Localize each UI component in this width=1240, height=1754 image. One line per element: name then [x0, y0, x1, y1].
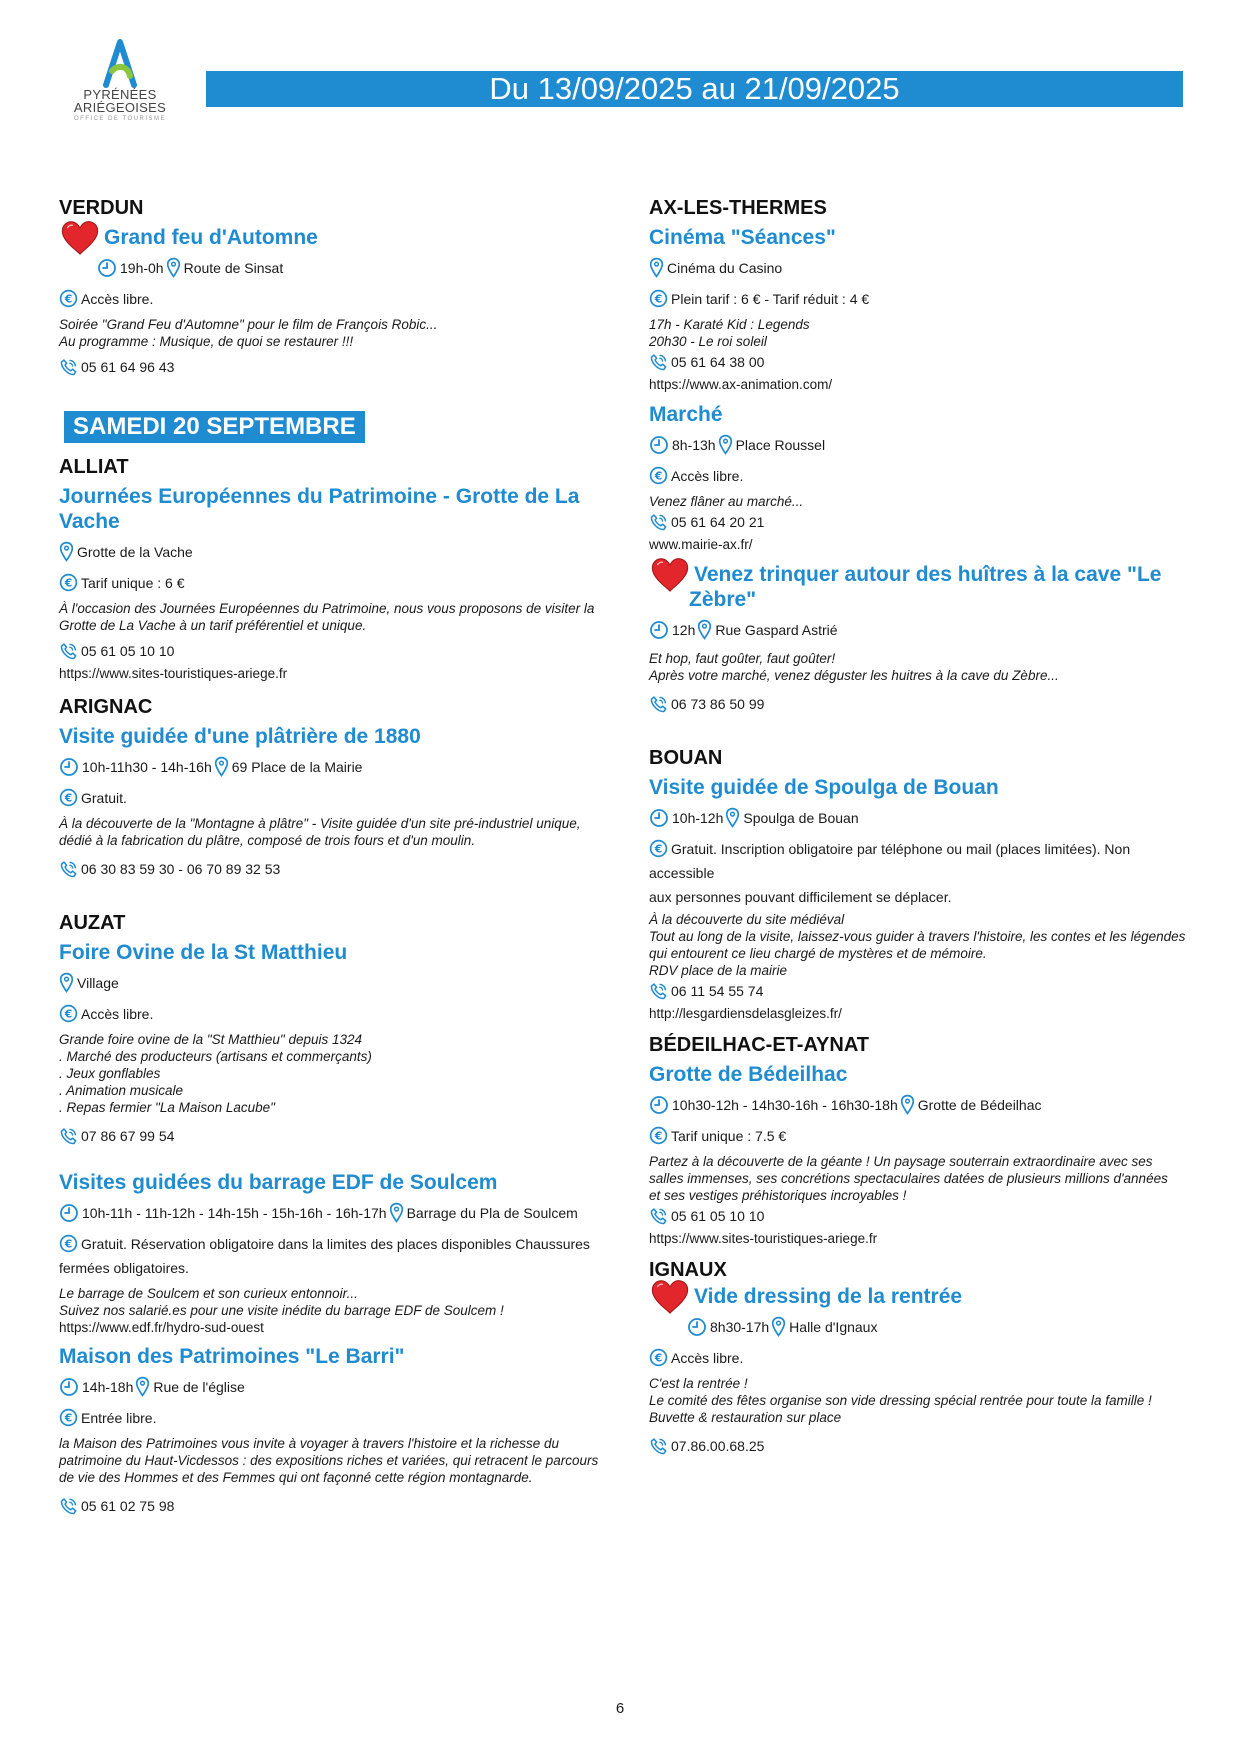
event-meta: [649, 257, 1189, 278]
description-line: À la découverte de la "Montagne à plâtre" - Visite guidée d'un site pré-industriel unique,: [59, 816, 581, 831]
clock-icon: [649, 808, 669, 828]
location-pin-icon: [135, 1376, 150, 1397]
price-text: fermées obligatoires.: [59, 1260, 189, 1276]
event-title-platriere: Visite guidée d'une plâtrière de 1880: [59, 725, 421, 748]
event-meta: [649, 807, 1189, 828]
event-description: [649, 493, 1189, 510]
price-text: Gratuit. Inscription obligatoire par téléphone ou mail (places limitées). Non accessible: [649, 841, 1131, 881]
event-meta: [649, 1094, 1189, 1115]
town-alliat: ALLIAT: [59, 456, 129, 478]
euro-icon: [59, 1408, 78, 1427]
price-text: Accès libre.: [671, 1350, 744, 1366]
location-pin-icon: [389, 1202, 404, 1223]
event-time: 14h-18h: [82, 1378, 134, 1395]
phone-icon: [59, 1127, 78, 1146]
description-line: Grotte de La Vache à un tarif préférentiel et unique.: [59, 618, 367, 633]
event-place: Barrage du Pla de Soulcem: [406, 1204, 578, 1221]
phone-icon: [649, 353, 668, 372]
description-line: . Jeux gonflables: [59, 1066, 161, 1081]
event-meta: [59, 1376, 599, 1397]
date-range-banner: Du 13/09/2025 au 21/09/2025: [206, 71, 1183, 107]
price-text: Entrée libre.: [81, 1410, 157, 1426]
clock-icon: [59, 757, 79, 777]
event-phone: [649, 694, 1189, 714]
phone-icon: [59, 860, 78, 879]
phone-icon: [649, 982, 668, 1001]
description-line: salles immenses, ses concrétions spectaculaires datées de plusieurs millions d'années: [649, 1171, 1168, 1186]
event-time: 10h-11h30 - 14h-16h: [82, 758, 212, 775]
price-text: aux personnes pouvant difficilement se déplacer.: [649, 889, 952, 905]
location-pin-icon: [697, 619, 712, 640]
event-time: 10h30-12h - 14h30-16h - 16h30-18h: [672, 1096, 898, 1113]
euro-icon: [649, 289, 668, 308]
clock-icon: [649, 435, 669, 455]
description-line: 17h - Karaté Kid : Legends: [649, 317, 810, 332]
event-website-link[interactable]: https://www.ax-animation.com/: [649, 377, 833, 392]
location-pin-icon: [718, 434, 733, 455]
description-line: Grande foire ovine de la "St Matthieu" depuis 1324: [59, 1032, 363, 1047]
description-line: de vie des Hommes et des Femmes qui ont façonné cette région montagnarde.: [59, 1470, 533, 1485]
clock-icon: [97, 258, 117, 278]
event-phone: [59, 357, 599, 377]
description-line: 20h30 - Le roi soleil: [649, 334, 767, 349]
price-text: Gratuit. Réservation obligatoire dans la limites des places disponibles Chaussures: [81, 1236, 590, 1252]
price-text: Tarif unique : 6 €: [81, 575, 185, 591]
event-meta: [649, 619, 1189, 640]
event-phone: [649, 512, 1189, 532]
phone-number: 05 61 64 96 43: [81, 359, 175, 375]
event-description: [649, 911, 1189, 979]
event-website-link[interactable]: www.mairie-ax.fr/: [649, 537, 753, 552]
event-title-marche: Marché: [649, 403, 723, 426]
event-price: [649, 464, 1189, 488]
phone-number: 06 30 83 59 30 - 06 70 89 32 53: [81, 861, 281, 877]
phone-icon: [649, 695, 668, 714]
euro-icon: [649, 1348, 668, 1367]
event-description: [59, 600, 599, 634]
event-phone: [59, 641, 599, 661]
price-text: Plein tarif : 6 € - Tarif réduit : 4 €: [671, 291, 870, 307]
event-place: Cinéma du Casino: [667, 259, 783, 276]
event-place: Place Roussel: [735, 436, 826, 453]
phone-number: 05 61 02 75 98: [81, 1498, 175, 1514]
description-line: Et hop, faut goûter, faut goûter!: [649, 651, 836, 666]
event-meta: [59, 541, 599, 562]
description-line: À l'occasion des Journées Européennes du Patrimoine, nous vous proposons de visiter la: [59, 601, 595, 616]
event-time: 10h-11h - 11h-12h - 14h-15h - 15h-16h - 16h-17h: [82, 1204, 387, 1221]
event-title-text: Venez trinquer autour des huîtres à la cave "Le: [694, 563, 1162, 586]
phone-number: 07.86.00.68.25: [671, 1438, 765, 1454]
event-title-grand-feu: [59, 225, 599, 250]
event-title-spoulga: Visite guidée de Spoulga de Bouan: [649, 776, 999, 799]
description-line: . Animation musicale: [59, 1083, 184, 1098]
event-phone: [649, 1436, 1189, 1456]
description-line: À la découverte du site médiéval: [649, 912, 845, 927]
town-verdun: VERDUN: [59, 197, 144, 219]
clock-icon: [649, 1095, 669, 1115]
description-line: la Maison des Patrimoines vous invite à voyager à travers l'histoire et la richesse du: [59, 1436, 560, 1451]
town-ignaux: IGNAUX: [649, 1259, 727, 1281]
description-line: Buvette & restauration sur place: [649, 1410, 842, 1425]
favorite-heart-icon: [649, 1278, 691, 1316]
event-website-link[interactable]: https://www.sites-touristiques-ariege.fr: [649, 1231, 878, 1246]
event-website-link[interactable]: https://www.sites-touristiques-ariege.fr: [59, 666, 288, 681]
event-title-text: Grand feu d'Automne: [104, 226, 318, 249]
euro-icon: [59, 289, 78, 308]
event-place: Grotte de la Vache: [77, 543, 193, 560]
event-description: [649, 650, 1189, 684]
event-place: Grotte de Bédeilhac: [917, 1096, 1042, 1113]
town-ax-les-thermes: AX-LES-THERMES: [649, 197, 827, 219]
euro-icon: [649, 466, 668, 485]
event-meta: [59, 1202, 599, 1223]
euro-icon: [59, 573, 78, 592]
event-description: [649, 316, 1189, 350]
phone-number: 05 61 05 10 10: [81, 643, 175, 659]
event-meta: [59, 257, 599, 278]
event-title-cinema: Cinéma "Séances": [649, 226, 836, 249]
tourism-logo: [64, 38, 176, 122]
logo-line-2: ARIÉGEOISES: [73, 100, 167, 115]
event-title-text: Zèbre": [689, 588, 757, 611]
clock-icon: [649, 620, 669, 640]
event-title-huitres: [649, 562, 1189, 612]
event-time: 10h-12h: [672, 809, 724, 826]
description-line: Suivez nos salarié.es pour une visite inédite du barrage EDF de Soulcem !: [59, 1303, 504, 1318]
event-place: Village: [77, 974, 119, 991]
event-meta: [59, 972, 599, 993]
location-pin-icon: [771, 1316, 786, 1337]
event-description: [59, 815, 599, 849]
description-line: Après votre marché, venez déguster les huitres à la cave du Zèbre...: [649, 668, 1059, 683]
logo-line-3: OFFICE DE TOURISME: [73, 116, 167, 122]
description-line: Le comité des fêtes organise son vide dressing spécial rentrée pour toute la famille !: [649, 1393, 1152, 1408]
location-pin-icon: [59, 541, 74, 562]
description-line: Venez flâner au marché...: [649, 494, 804, 509]
event-title-text: Vide dressing de la rentrée: [694, 1285, 963, 1308]
event-title-foire-ovine: Foire Ovine de la St Matthieu: [59, 941, 348, 964]
event-price: [59, 1406, 599, 1430]
right-column: [649, 192, 1189, 1456]
euro-icon: [59, 1234, 78, 1253]
town-arignac: ARIGNAC: [59, 696, 153, 718]
description-line: Le barrage de Soulcem et son curieux entonnoir...: [59, 1286, 358, 1301]
phone-icon: [649, 1207, 668, 1226]
location-pin-icon: [900, 1094, 915, 1115]
event-price: [59, 1002, 599, 1026]
event-phone: [59, 859, 599, 879]
event-website-link[interactable]: https://www.edf.fr/hydro-sud-ouest: [59, 1320, 264, 1335]
clock-icon: [59, 1377, 79, 1397]
phone-icon: [649, 1437, 668, 1456]
favorite-heart-icon: [59, 219, 101, 257]
event-phone: [649, 1206, 1189, 1226]
event-title-maison-patrimoines: Maison des Patrimoines "Le Barri": [59, 1345, 405, 1368]
euro-icon: [59, 788, 78, 807]
description-line: patrimoine du Haut-Vicdessos : des expositions riches et variées, qui retracent le parcours: [59, 1453, 599, 1468]
price-text: Accès libre.: [81, 291, 154, 307]
phone-number: 07 86 67 99 54: [81, 1128, 175, 1144]
phone-icon: [649, 513, 668, 532]
description-line: dédié à la fabrication du plâtre, composé de trois fours et d'un moulin.: [59, 833, 476, 848]
location-pin-icon: [649, 257, 664, 278]
phone-number: 05 61 64 20 21: [671, 514, 765, 530]
event-description: [59, 316, 599, 350]
description-line: . Marché des producteurs (artisans et commerçants): [59, 1049, 372, 1064]
description-line: et ses vestiges préhistoriques incroyables !: [649, 1188, 907, 1203]
location-pin-icon: [59, 972, 74, 993]
location-pin-icon: [725, 807, 740, 828]
event-place: Halle d'Ignaux: [789, 1318, 878, 1335]
town-bouan: BOUAN: [649, 747, 723, 769]
description-line: Partez à la découverte de la géante ! Un paysage souterrain extraordinaire avec ses: [649, 1154, 1153, 1169]
event-phone: [649, 352, 1189, 372]
clock-icon: [687, 1317, 707, 1337]
phone-number: 05 61 64 38 00: [671, 354, 765, 370]
description-line: qui entourent ce lieu chargé de mystères et de mémoire.: [649, 946, 987, 961]
price-text: Gratuit.: [81, 790, 127, 806]
event-time: 8h30-17h: [710, 1318, 770, 1335]
event-title-grotte-vache: Journées Européennes du Patrimoine - Grotte de La Vache: [59, 485, 580, 533]
favorite-heart-icon: [649, 556, 691, 594]
event-phone: [59, 1496, 599, 1516]
logo-line-1: PYRÉNÉES: [83, 87, 157, 102]
phone-number: 06 11 54 55 74: [671, 983, 764, 999]
event-place: 69 Place de la Mairie: [231, 758, 363, 775]
phone-icon: [59, 358, 78, 377]
clock-icon: [59, 1203, 79, 1223]
phone-number: 05 61 05 10 10: [671, 1208, 765, 1224]
event-price: [59, 571, 599, 595]
event-title-vide-dressing: [649, 1284, 1189, 1309]
event-price: [59, 1232, 599, 1280]
location-pin-icon: [214, 756, 229, 777]
description-line: RDV place de la mairie: [649, 963, 788, 978]
price-text: Tarif unique : 7.5 €: [671, 1128, 787, 1144]
day-banner: SAMEDI 20 SEPTEMBRE: [64, 411, 365, 443]
price-text: Accès libre.: [671, 468, 744, 484]
event-title-grotte-bedeilhac: Grotte de Bédeilhac: [649, 1063, 848, 1086]
event-description: [59, 1435, 599, 1486]
town-auzat: AUZAT: [59, 912, 126, 934]
event-website-link[interactable]: http://lesgardiensdelasgleizes.fr/: [649, 1006, 842, 1021]
event-description: [649, 1153, 1189, 1204]
event-price: [649, 1346, 1189, 1370]
event-phone: [59, 1126, 599, 1146]
description-line: C'est la rentrée !: [649, 1376, 748, 1391]
description-line: Tout au long de la visite, laissez-vous guider à travers l'histoire, les contes et les légendes: [649, 929, 1186, 944]
page-number: 6: [615, 1700, 625, 1717]
event-price: [649, 837, 1189, 909]
event-description: [59, 1285, 599, 1319]
event-time: 19h-0h: [120, 259, 164, 276]
event-phone: [649, 981, 1189, 1001]
phone-icon: [59, 642, 78, 661]
event-price: [59, 786, 599, 810]
event-meta: [649, 1316, 1189, 1337]
event-price: [59, 287, 599, 311]
event-price: [649, 287, 1189, 311]
event-title-barrage-soulcem: Visites guidées du barrage EDF de Soulcem: [59, 1171, 498, 1194]
town-bedeilhac: BÉDEILHAC-ET-AYNAT: [649, 1034, 870, 1056]
event-description: [59, 1031, 599, 1116]
left-column: [59, 192, 599, 1516]
event-place: Rue de l'église: [153, 1378, 245, 1395]
phone-icon: [59, 1497, 78, 1516]
event-meta: [59, 756, 599, 777]
price-text: Accès libre.: [81, 1006, 154, 1022]
event-place: Route de Sinsat: [183, 259, 284, 276]
euro-icon: [649, 1126, 668, 1145]
description-line: Au programme : Musique, de quoi se restaurer !!!: [59, 334, 354, 349]
event-time: 12h: [672, 621, 696, 638]
phone-number: 06 73 86 50 99: [671, 696, 765, 712]
event-time: 8h-13h: [672, 436, 716, 453]
event-price: [649, 1124, 1189, 1148]
description-line: . Repas fermier "La Maison Lacube": [59, 1100, 275, 1115]
location-pin-icon: [166, 257, 181, 278]
description-line: Soirée "Grand Feu d'Automne" pour le film de François Robic...: [59, 317, 438, 332]
euro-icon: [59, 1004, 78, 1023]
event-description: [649, 1375, 1189, 1426]
euro-icon: [649, 839, 668, 858]
event-place: Rue Gaspard Astrié: [715, 621, 838, 638]
event-meta: [649, 434, 1189, 455]
event-place: Spoulga de Bouan: [743, 809, 859, 826]
ariege-logo-icon: [98, 38, 142, 88]
